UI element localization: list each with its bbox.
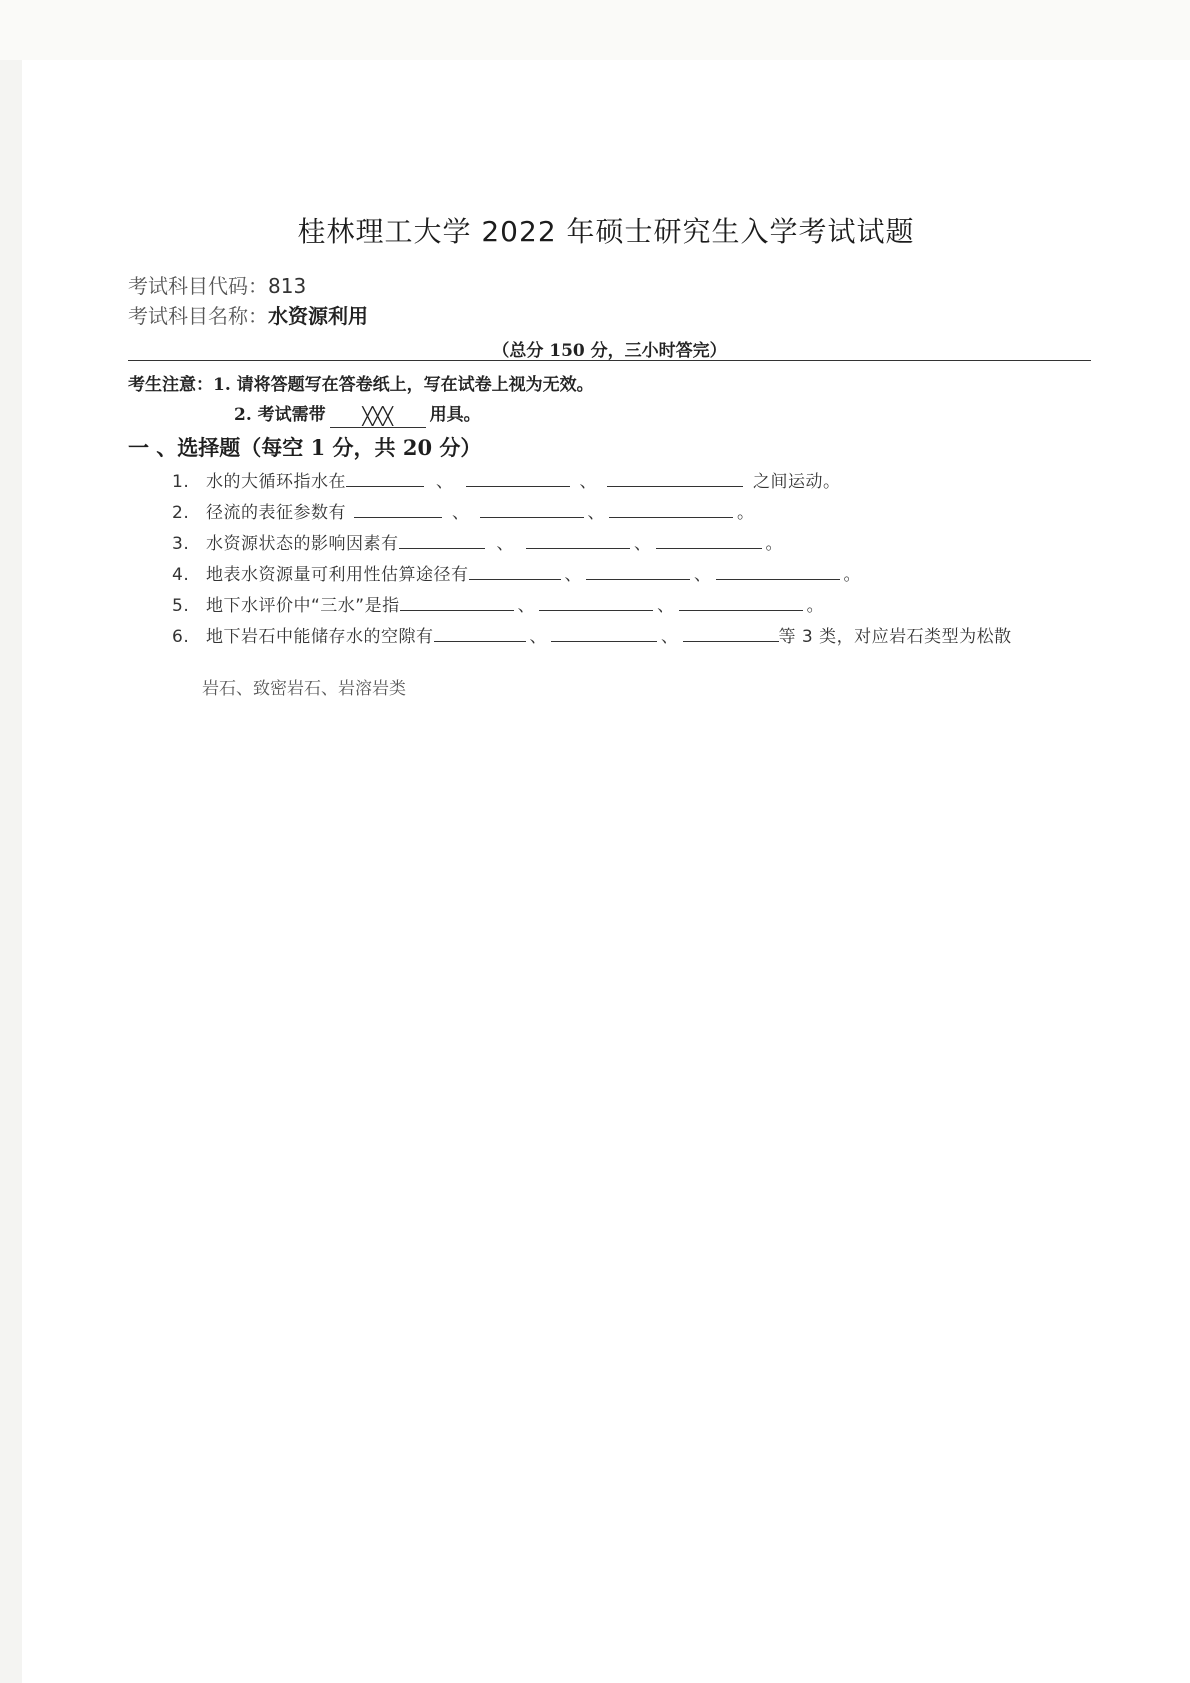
question-end: 。 bbox=[765, 534, 783, 554]
answer-blank bbox=[480, 503, 584, 518]
separator: 、 bbox=[529, 627, 547, 647]
question-end: 之间运动。 bbox=[753, 472, 841, 492]
question-item bbox=[172, 529, 783, 554]
answer-blank bbox=[586, 565, 690, 580]
cut-off-text: 岩石、致密岩石、岩溶岩类 bbox=[202, 679, 406, 699]
question-item bbox=[172, 622, 1012, 647]
question-item bbox=[172, 467, 841, 492]
subject-name-line bbox=[128, 300, 368, 329]
question-item bbox=[172, 591, 824, 616]
question-text: 径流的表征参数有 bbox=[206, 503, 346, 523]
answer-blank bbox=[607, 472, 743, 487]
notice-line-2 bbox=[234, 400, 481, 426]
subject-code: 813 bbox=[268, 274, 307, 298]
header-rule bbox=[128, 336, 1091, 366]
cut-off-line bbox=[202, 679, 442, 699]
answer-blank bbox=[656, 534, 762, 549]
separator: 、 bbox=[657, 596, 675, 616]
question-number: 5. bbox=[172, 596, 190, 616]
subject-name-label: 考试科目名称： bbox=[128, 304, 268, 328]
section-heading: 一 、选择题（每空 1 分，共 20 分） bbox=[128, 435, 482, 460]
answer-blank bbox=[466, 472, 570, 487]
question-text: 地下水评价中“三水”是指 bbox=[206, 596, 400, 616]
subject-code-label: 考试科目代码： bbox=[128, 274, 268, 298]
separator: 、 bbox=[634, 534, 652, 554]
notice-2-suffix: 用具。 bbox=[429, 405, 481, 425]
separator: 、 bbox=[579, 472, 597, 492]
separator: 、 bbox=[517, 596, 536, 616]
exam-page bbox=[22, 60, 1190, 1683]
answer-blank bbox=[609, 503, 733, 518]
subject-name: 水资源利用 bbox=[268, 304, 368, 328]
question-item bbox=[172, 498, 755, 523]
answer-blank bbox=[469, 565, 561, 580]
question-number: 3. bbox=[172, 534, 190, 554]
answer-blank bbox=[683, 627, 779, 642]
question-end: 等 3 类，对应岩石类型为松散 bbox=[778, 627, 1012, 647]
answer-blank bbox=[551, 627, 657, 642]
question-end: 。 bbox=[843, 565, 861, 585]
answer-blank bbox=[400, 596, 514, 611]
page-title: 桂林理工大学 2022 年硕士研究生入学考试试题 bbox=[297, 215, 915, 248]
separator: 、 bbox=[564, 565, 582, 585]
scan-left-margin bbox=[0, 60, 22, 1683]
separator: 、 bbox=[436, 472, 454, 492]
question-text: 地下岩石中能储存水的空隙有 bbox=[206, 627, 434, 647]
question-text: 水资源状态的影响因素有 bbox=[206, 534, 399, 554]
notice-2-prefix: 2. 考试需带 bbox=[234, 405, 326, 425]
divider-line bbox=[128, 360, 1091, 361]
separator: 、 bbox=[452, 503, 470, 523]
score-note: （总分 150 分，三小时答完） bbox=[492, 341, 727, 361]
notice-label: 考生注意： bbox=[128, 375, 213, 395]
question-item bbox=[172, 560, 861, 585]
question-text: 地表水资源量可利用性估算途径有 bbox=[206, 565, 469, 585]
separator: 、 bbox=[661, 627, 679, 647]
answer-blank bbox=[354, 503, 442, 518]
answer-blank bbox=[716, 565, 840, 580]
subject-code-line bbox=[128, 270, 306, 299]
answer-blank bbox=[679, 596, 803, 611]
separator: 、 bbox=[694, 565, 712, 585]
question-number: 2. bbox=[172, 503, 190, 523]
answer-blank bbox=[399, 534, 485, 549]
answer-blank bbox=[346, 472, 424, 487]
notice-1-text: 1. 请将答题写在答卷纸上，写在试卷上视为无效。 bbox=[213, 375, 594, 395]
answer-blank bbox=[539, 596, 653, 611]
question-text: 水的大循环指水在 bbox=[206, 472, 346, 492]
separator: 、 bbox=[496, 534, 514, 554]
question-number: 1. bbox=[172, 472, 190, 492]
tools-crossed-blank: ╳╳╳ bbox=[330, 407, 426, 428]
question-number: 4. bbox=[172, 565, 190, 585]
notice-line-1 bbox=[128, 370, 594, 395]
question-number: 6. bbox=[172, 627, 190, 647]
question-end: 。 bbox=[806, 596, 825, 616]
answer-blank bbox=[434, 627, 526, 642]
scan-top-margin bbox=[0, 0, 1190, 60]
separator: 、 bbox=[587, 503, 605, 523]
answer-blank bbox=[526, 534, 630, 549]
question-end: 。 bbox=[737, 503, 755, 523]
